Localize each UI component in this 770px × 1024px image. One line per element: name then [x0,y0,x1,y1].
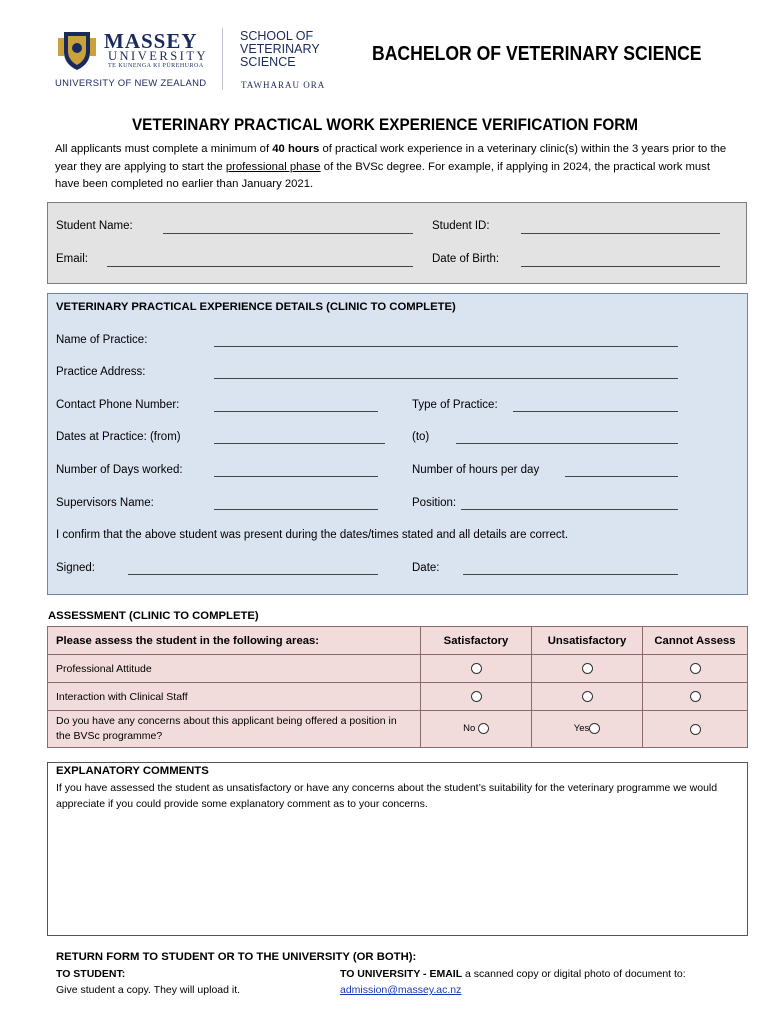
return-heading: RETURN FORM TO STUDENT OR TO THE UNIVERSITY (OR BOTH): [56,951,417,963]
row-professional-attitude: Professional Attitude [48,655,421,683]
school-maori-name: TAWHARAU ORA [241,80,326,90]
student-details-box [47,202,747,284]
give-student-text: Give student a copy. They will upload it. [56,984,241,996]
to-university-label: TO UNIVERSITY - EMAIL [340,968,463,980]
signature-field[interactable] [128,574,378,575]
position-label: Position: [412,497,457,509]
school-line-1: SCHOOL OF [240,29,314,43]
intro-text-2: of practical work experience in a veterinary clinic(s) within the 3 years prior to the year they are applying to start the [55,143,727,173]
comments-instructions: If you have assessed the student as unsatisfactory or have any concerns about the student’s suitability for the veterinary programme we would appreciate if you could provide some explanatory comment as to your concerns. [56,782,718,810]
date-field[interactable] [463,574,678,575]
dates-to-field[interactable] [456,443,678,444]
table-row [48,683,748,711]
student-name-label: Student Name: [56,220,133,232]
university-wordmark: UNIVERSITY [108,49,208,63]
student-name-field[interactable] [163,233,413,234]
practice-type-label: Type of Practice: [412,399,498,411]
row-interaction-staff: Interaction with Clinical Staff [48,683,421,711]
to-university-rest: a scanned copy or digital photo of document to: [462,968,686,980]
intro-bold: 40 hours [272,143,320,155]
days-worked-field[interactable] [214,476,378,477]
radio-concerns-cannot-assess[interactable] [690,724,701,735]
to-student-label: TO STUDENT: [56,968,126,980]
admission-email-link[interactable]: admission@massey.ac.nz [340,984,462,996]
header-satisfactory: Satisfactory [421,627,532,655]
university-of-new-zealand: UNIVERSITY OF NEW ZEALAND [55,78,207,89]
radio-attitude-cannot-assess[interactable] [690,663,701,674]
radio-attitude-satisfactory[interactable] [471,663,482,674]
clinic-heading: VETERINARY PRACTICAL EXPERIENCE DETAILS (CLINIC TO COMPLETE) [56,301,456,313]
table-row [48,711,748,748]
comments-heading: EXPLANATORY COMMENTS [56,765,209,777]
radio-attitude-unsatisfactory[interactable] [582,663,593,674]
header-areas: Please assess the student in the following areas: [48,627,421,655]
maori-name: TE KUNENGA KI PŪREHUROA [108,63,204,69]
student-id-field[interactable] [521,233,720,234]
date-label: Date: [412,562,440,574]
no-label: No [463,723,476,735]
dates-from-label: Dates at Practice: (from) [56,431,181,443]
header-cannot-assess: Cannot Assess [643,627,748,655]
supervisor-field[interactable] [214,509,378,510]
email-label: Email: [56,253,88,265]
radio-interaction-cannot-assess[interactable] [690,691,701,702]
row-concerns: Do you have any concerns about this applicant being offered a position in the BVSc programme? [48,711,421,748]
email-field[interactable] [107,266,413,267]
assessment-title: ASSESSMENT (CLINIC TO COMPLETE) [48,610,259,622]
intro-paragraph [55,141,735,194]
intro-text-1: All applicants must complete a minimum of [55,143,273,155]
supervisor-label: Supervisors Name: [56,497,154,509]
table-row [48,655,748,683]
massey-crest-icon [58,28,96,72]
hours-per-day-label: Number of hours per day [412,464,540,476]
massey-wordmark: MASSEY [104,29,198,53]
dates-to-label: (to) [412,431,430,443]
dates-from-field[interactable] [214,443,385,444]
school-name [240,30,320,69]
practice-name-field[interactable] [214,346,678,347]
to-university-text [340,968,686,980]
assessment-header-row [48,627,748,655]
phone-field[interactable] [214,411,378,412]
days-worked-label: Number of Days worked: [56,464,183,476]
phone-label: Contact Phone Number: [56,399,180,411]
radio-concerns-yes[interactable] [589,723,600,734]
radio-concerns-no[interactable] [478,723,489,734]
practice-name-label: Name of Practice: [56,334,148,346]
radio-interaction-satisfactory[interactable] [471,691,482,702]
clinic-details-box [47,293,748,595]
dob-label: Date of Birth: [432,253,500,265]
dob-field[interactable] [521,266,720,267]
intro-underlined: professional phase [225,160,321,173]
form-title: VETERINARY PRACTICAL WORK EXPERIENCE VERIFICATION FORM [131,115,639,134]
confirmation-statement: I confirm that the above student was present during the dates/times stated and all details are correct. [56,529,569,541]
header-divider [222,28,223,90]
school-line-3: SCIENCE [240,55,296,69]
hours-per-day-field[interactable] [565,476,678,477]
student-id-label: Student ID: [432,220,490,232]
position-field[interactable] [461,509,678,510]
practice-address-field[interactable] [214,378,678,379]
degree-title: BACHELOR OF VETERINARY SCIENCE [372,43,702,65]
yes-label: Yes [573,723,590,735]
header-unsatisfactory: Unsatisfactory [532,627,643,655]
radio-interaction-unsatisfactory[interactable] [582,691,593,702]
practice-type-field[interactable] [513,411,678,412]
signed-label: Signed: [56,562,96,574]
school-line-2: VETERINARY [240,42,320,56]
practice-address-label: Practice Address: [56,366,146,378]
assessment-table [47,626,748,748]
intro-text-3: of the BVSc degree. For example, if applying in 2024, the practical work must have been completed no earlier than January 2021. [55,160,710,190]
